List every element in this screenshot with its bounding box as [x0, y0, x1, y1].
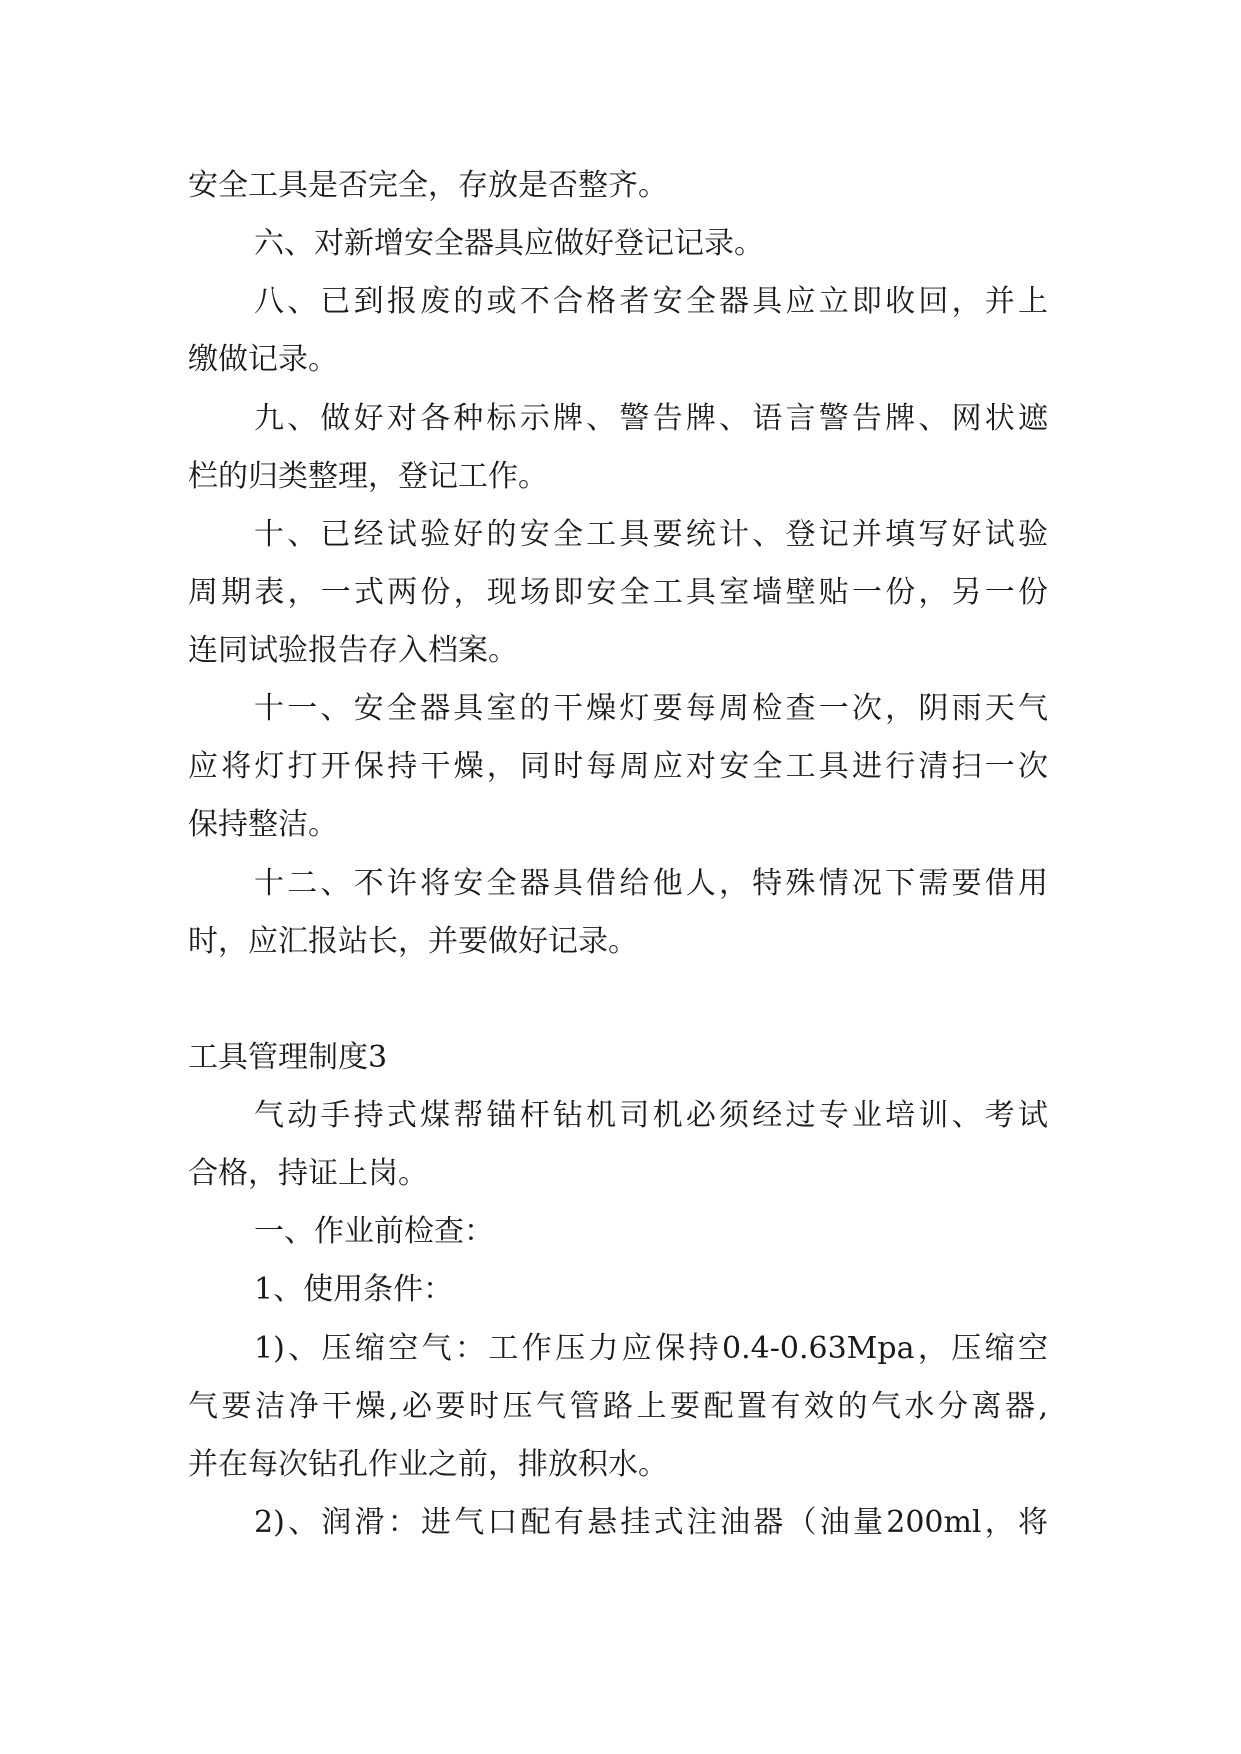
text-line: 缴做记录。 [188, 342, 338, 377]
section-heading: 工具管理制度3 [188, 1040, 388, 1075]
text-line: 2)、润滑：进气口配有悬挂式注油器（油量200ml，将 [254, 1505, 1048, 1540]
text-line: 并在每次钻孔作业之前，排放积水。 [188, 1447, 668, 1482]
text-line: 十二、不许将安全器具借给他人，特殊情况下需要借用 [254, 866, 1048, 901]
text-line: 1)、压缩空气：工作压力应保持0.4-0.63Mpa，压缩空 [254, 1331, 1048, 1366]
text-line: 九、做好对各种标示牌、警告牌、语言警告牌、网状遮 [254, 401, 1048, 436]
text-line: 栏的归类整理，登记工作。 [188, 459, 548, 494]
text-line: 十、已经试验好的安全工具要统计、登记并填写好试验 [254, 517, 1048, 552]
text-line: 1、使用条件： [254, 1272, 454, 1307]
text-line: 气动手持式煤帮锚杆钻机司机必须经过专业培训、考试 [254, 1098, 1048, 1133]
text-line: 安全工具是否完全，存放是否整齐。 [188, 168, 668, 203]
text-line: 十一、安全器具室的干燥灯要每周检查一次，阴雨天气 [254, 691, 1048, 726]
text-line: 周期表，一式两份，现场即安全工具室墙壁贴一份，另一份 [188, 575, 1048, 610]
text-line: 气要洁净干燥,必要时压气管路上要配置有效的气水分离器, [188, 1389, 1048, 1424]
text-line: 合格，持证上岗。 [188, 1156, 428, 1191]
text-line: 一、作业前检查： [254, 1214, 494, 1249]
text-line: 应将灯打开保持干燥，同时每周应对安全工具进行清扫一次 [188, 749, 1048, 784]
text-line: 保持整洁。 [188, 807, 338, 842]
text-line: 八、已到报废的或不合格者安全器具应立即收回，并上 [254, 284, 1048, 319]
text-line: 时，应汇报站长，并要做好记录。 [188, 924, 638, 959]
text-line: 六、对新增安全器具应做好登记记录。 [254, 226, 764, 261]
text-line: 连同试验报告存入档案。 [188, 633, 518, 668]
